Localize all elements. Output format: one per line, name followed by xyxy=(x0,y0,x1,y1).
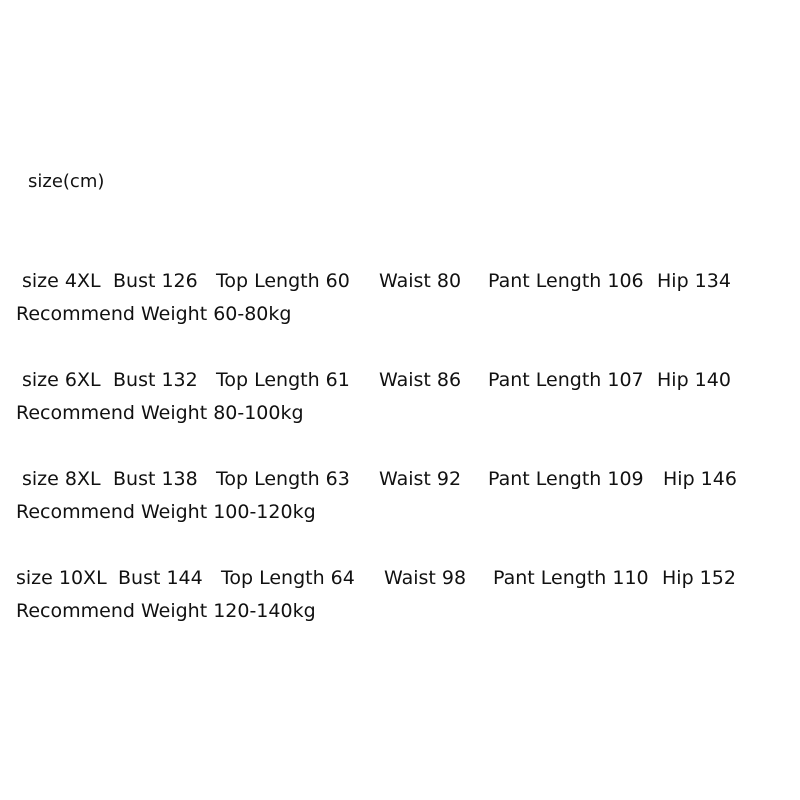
unit-title: size(cm) xyxy=(28,171,105,192)
waist-value: Waist 98 xyxy=(384,567,467,589)
hip-value: Hip 140 xyxy=(657,369,731,391)
waist-value: Waist 86 xyxy=(379,369,462,391)
bust-value: Bust 144 xyxy=(118,567,203,589)
recommend-weight: Recommend Weight 120-140kg xyxy=(16,600,316,622)
bust-value: Bust 126 xyxy=(113,270,198,292)
pant-length-value: Pant Length 110 xyxy=(493,567,649,589)
hip-value: Hip 146 xyxy=(663,468,737,490)
size-label: size 4XL xyxy=(22,270,101,292)
recommend-weight: Recommend Weight 60-80kg xyxy=(16,303,292,325)
pant-length-value: Pant Length 109 xyxy=(488,468,644,490)
pant-length-value: Pant Length 106 xyxy=(488,270,644,292)
recommend-weight: Recommend Weight 80-100kg xyxy=(16,402,304,424)
hip-value: Hip 152 xyxy=(662,567,736,589)
size-label: size 8XL xyxy=(22,468,101,490)
waist-value: Waist 92 xyxy=(379,468,462,490)
size-label: size 10XL xyxy=(16,567,107,589)
bust-value: Bust 138 xyxy=(113,468,198,490)
pant-length-value: Pant Length 107 xyxy=(488,369,644,391)
recommend-weight: Recommend Weight 100-120kg xyxy=(16,501,316,523)
top-length-value: Top Length 61 xyxy=(216,369,350,391)
size-label: size 6XL xyxy=(22,369,101,391)
top-length-value: Top Length 63 xyxy=(216,468,350,490)
top-length-value: Top Length 64 xyxy=(221,567,355,589)
waist-value: Waist 80 xyxy=(379,270,462,292)
top-length-value: Top Length 60 xyxy=(216,270,350,292)
hip-value: Hip 134 xyxy=(657,270,731,292)
bust-value: Bust 132 xyxy=(113,369,198,391)
